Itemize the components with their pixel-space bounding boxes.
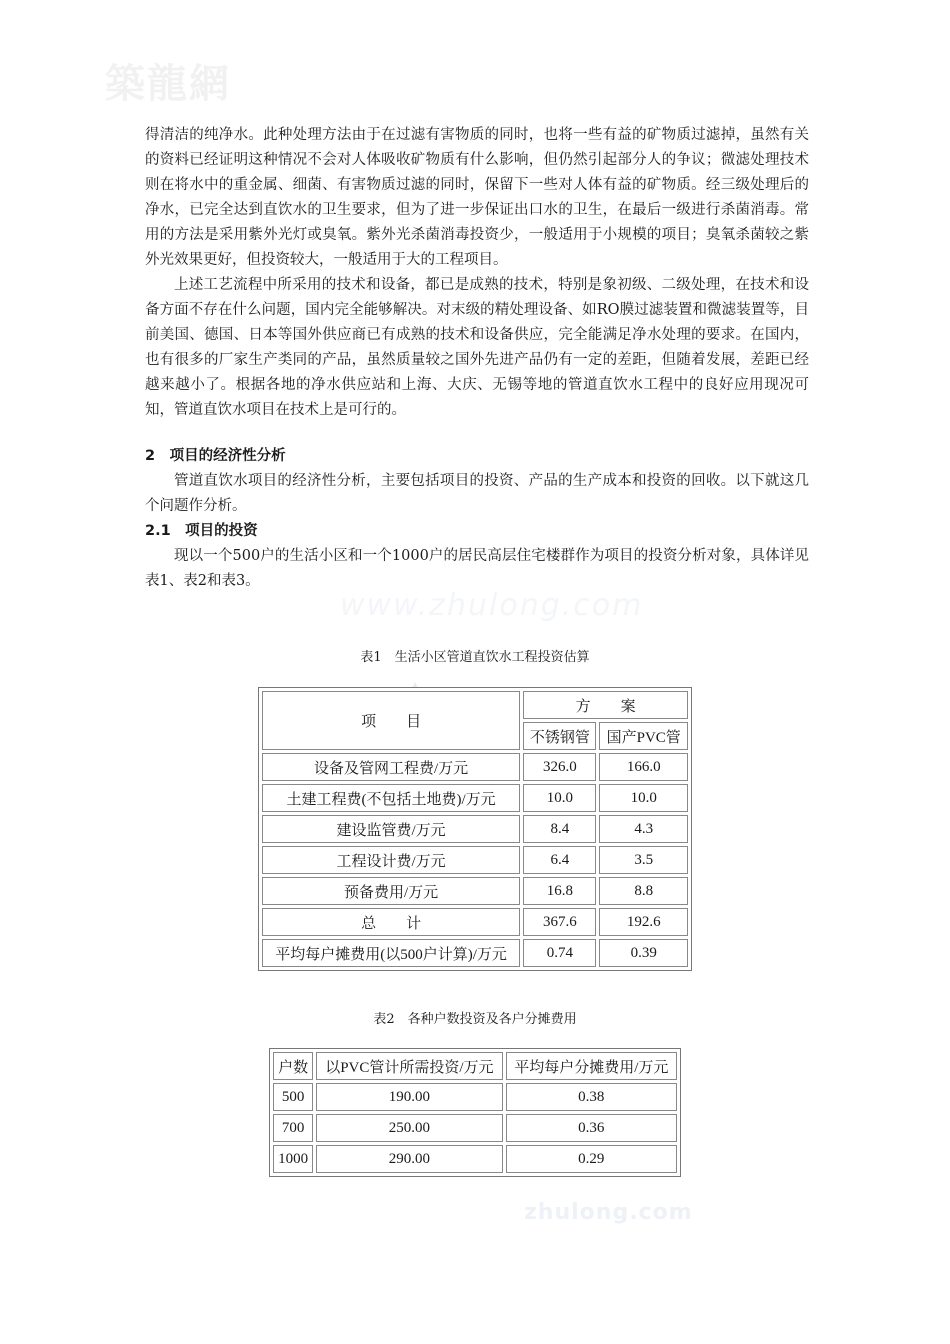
table-row (262, 877, 688, 905)
table-header-row (273, 1052, 677, 1080)
row-value-steel: 6.4 (523, 846, 596, 874)
header-pvc: 国产PVC管 (599, 722, 688, 750)
row-item: 设备及管网工程费/万元 (262, 753, 520, 781)
row-item: 土建工程费(不包括土地费)/万元 (262, 784, 520, 812)
row-value-pvc: 166.0 (599, 753, 688, 781)
header-stainless-steel: 不锈钢管 (523, 722, 596, 750)
row-value-steel: 10.0 (523, 784, 596, 812)
table-row (262, 815, 688, 843)
cell-avg-cost: 0.29 (506, 1145, 677, 1173)
header-households: 户数 (273, 1052, 313, 1080)
household-allocation-table (269, 1048, 681, 1177)
row-value-pvc: 10.0 (599, 784, 688, 812)
cell-investment: 250.00 (316, 1114, 502, 1142)
table2-caption: 表2 各种户数投资及各户分摊费用 (373, 1012, 577, 1027)
watermark-url-bottom: zhulong.com (524, 1200, 693, 1225)
paragraph-investment-intro: 现以一个500户的生活小区和一个1000户的居民高层住宅楼群作为项目的投资分析对象，具体详见表1、表2和表3。 (145, 548, 809, 589)
watermark-url: www.zhulong.com (340, 588, 644, 623)
table-row (262, 753, 688, 781)
table1-caption: 表1 生活小区管道直饮水工程投资估算 (360, 650, 590, 665)
row-value-steel: 367.6 (523, 908, 596, 936)
cell-avg-cost: 0.38 (506, 1083, 677, 1111)
row-value-steel: 326.0 (523, 753, 596, 781)
header-pvc-investment: 以PVC管计所需投资/万元 (316, 1052, 502, 1080)
table-row (262, 846, 688, 874)
row-value-steel: 16.8 (523, 877, 596, 905)
row-value-steel: 8.4 (523, 815, 596, 843)
row-value-steel: 0.74 (523, 939, 596, 967)
paragraph-purification: 得清洁的纯净水。此种处理方法由于在过滤有害物质的同时，也将一些有益的矿物质过滤掉，虽然有关的资料已经证明这种情况不会对人体吸收矿物质有什么影响，但仍然引起部分人的争议；微滤处理技术则在将水中的重金属、细菌、有害物质过滤的同时，保留下一些对人体有益的矿物质。经三级处理后的净水，已完全达到直饮水的卫生要求，但为了进一步保证出口水的卫生，在最后一级进行杀菌消毒。常用的方法是采用紫外光灯或臭氧。紫外光杀菌消毒投资少，一般适用于小规模的项目；臭氧杀菌较之紫外光效果更好，但投资较大，一般适用于大的工程项目。 (145, 127, 809, 268)
header-item: 项 目 (262, 691, 520, 750)
table-row (273, 1114, 677, 1142)
cell-households: 1000 (273, 1145, 313, 1173)
cell-investment: 290.00 (316, 1145, 502, 1173)
row-value-pvc: 0.39 (599, 939, 688, 967)
row-item: 建设监管费/万元 (262, 815, 520, 843)
watermark-logo-text: 築龍網 (105, 61, 231, 107)
header-plan: 方 案 (523, 691, 688, 719)
table-row (273, 1145, 677, 1173)
cell-households: 500 (273, 1083, 313, 1111)
row-value-pvc: 8.8 (599, 877, 688, 905)
row-item: 总 计 (262, 908, 520, 936)
section-heading-economics: 2 项目的经济性分析 (145, 448, 286, 464)
paragraph-technology: 上述工艺流程中所采用的技术和设备，都已是成熟的技术，特别是象初级、二级处理，在技术和设备方面不存在什么问题，国内完全能够解决。对末级的精处理设备、如RO膜过滤装置和微滤装置等，目前美国、德国、日本等国外供应商已有成熟的技术和设备供应，完全能满足净水处理的要求。在国内，也有很多的厂家生产类同的产品，虽然质量较之国外先进产品仍有一定的差距，但随着发展，差距已经越来越小了。根据各地的净水供应站和上海、大庆、无锡等地的管道直饮水工程中的良好应用现况可知，管道直饮水项目在技术上是可行的。 (145, 277, 809, 418)
table-header-row (262, 691, 688, 719)
row-item: 工程设计费/万元 (262, 846, 520, 874)
subsection-heading-investment: 2.1 项目的投资 (145, 523, 258, 539)
row-value-pvc: 3.5 (599, 846, 688, 874)
row-item: 预备费用/万元 (262, 877, 520, 905)
table-row (262, 939, 688, 967)
paragraph-economics-intro: 管道直饮水项目的经济性分析，主要包括项目的投资、产品的生产成本和投资的回收。以下就这几个问题作分析。 (145, 473, 809, 514)
row-value-pvc: 192.6 (599, 908, 688, 936)
cell-investment: 190.00 (316, 1083, 502, 1111)
cell-avg-cost: 0.36 (506, 1114, 677, 1142)
table-row (262, 908, 688, 936)
table-row (273, 1083, 677, 1111)
row-item: 平均每户摊费用(以500户计算)/万元 (262, 939, 520, 967)
header-avg-cost: 平均每户分摊费用/万元 (506, 1052, 677, 1080)
row-value-pvc: 4.3 (599, 815, 688, 843)
table-row (262, 784, 688, 812)
cell-households: 700 (273, 1114, 313, 1142)
investment-estimate-table (258, 687, 692, 971)
document-body (145, 123, 809, 594)
